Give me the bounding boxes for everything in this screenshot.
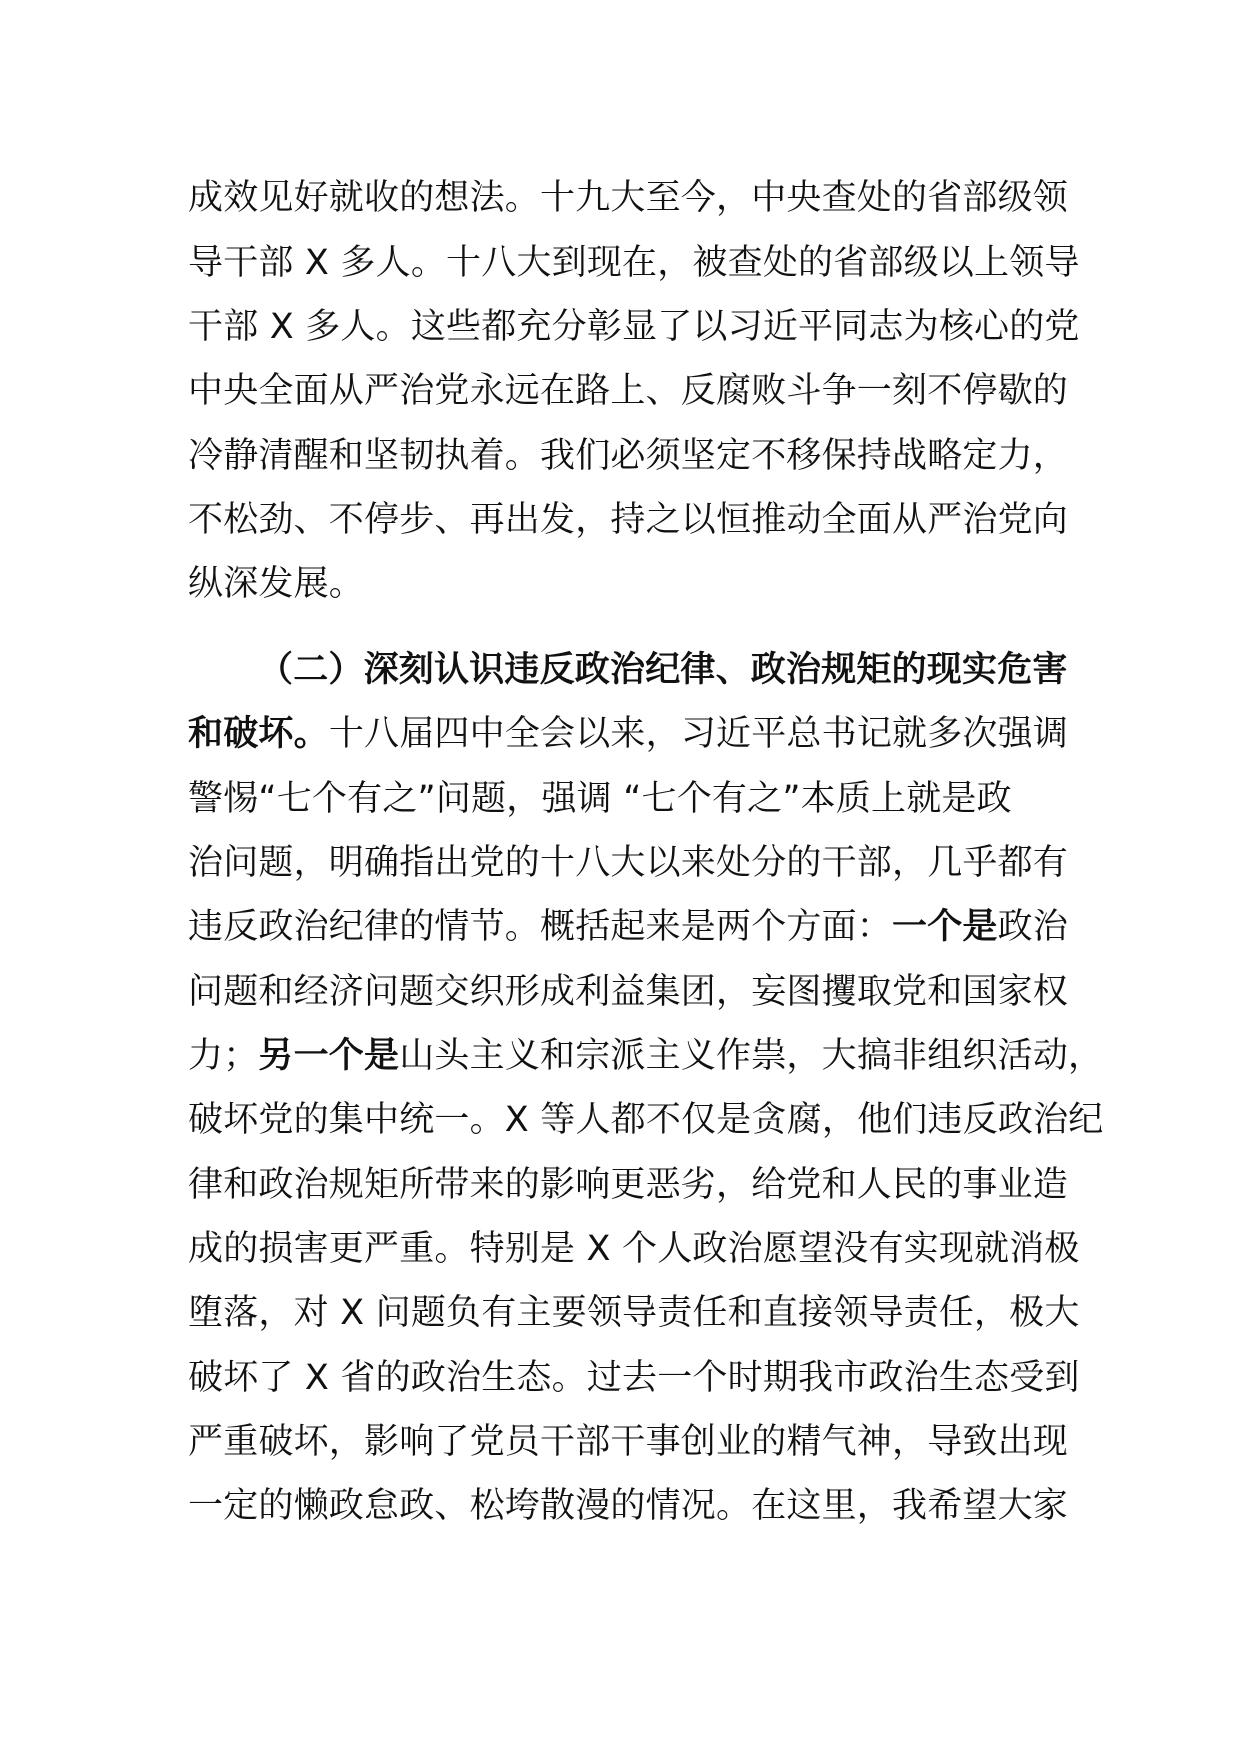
text-line: 治问题，明确指出党的十八大以来处分的干部，几乎都有 (188, 843, 1069, 883)
text-segment: 政治 (997, 907, 1069, 947)
text-line: 破坏了 X 省的政治生态。过去一个时期我市政治生态受到 (188, 1358, 1080, 1398)
emphasis-text: 一个是 (892, 907, 998, 947)
text-line: 干部 X 多人。这些都充分彰显了以习近平同志为核心的党 (188, 307, 1080, 347)
text-line: 问题和经济问题交织形成利益集团，妄图攫取党和国家权 (188, 972, 1069, 1012)
text-line: 成效见好就收的想法。十九大至今，中央查处的省部级领 (188, 178, 1069, 218)
text-line (188, 1036, 1103, 1076)
text-segment: 十八届四中全会以来，习近平总书记就多次强调 (328, 714, 1069, 754)
text-line (188, 907, 1068, 947)
section-heading: （二）深刻认识违反政治纪律、政治规矩的现实危害 (258, 650, 1068, 690)
text-line: 成的损害更严重。特别是 X 个人政治愿望没有实现就消极 (188, 1229, 1080, 1269)
section-heading-end: 和破坏。 (188, 714, 329, 754)
text-line: 破坏党的集中统一。X 等人都不仅是贪腐，他们违反政治纪 (188, 1100, 1104, 1140)
text-line: 堕落，对 X 问题负有主要领导责任和直接领导责任，极大 (188, 1293, 1080, 1333)
text-line: 导干部 X 多人。十八大到现在，被查处的省部级以上领导 (188, 243, 1080, 283)
text-line (188, 714, 1068, 754)
text-line: 一定的懒政怠政、松垮散漫的情况。在这里，我希望大家 (188, 1486, 1069, 1526)
text-line: 严重破坏，影响了党员干部干事创业的精气神，导致出现 (188, 1422, 1069, 1462)
text-line: 律和政治规矩所带来的影响更恶劣，给党和人民的事业造 (188, 1165, 1069, 1205)
text-line: 冷静清醒和坚韧执着。我们必须坚定不移保持战略定力， (188, 436, 1069, 476)
text-line: 中央全面从严治党永远在路上、反腐败斗争一刻不停歇的 (188, 371, 1069, 411)
emphasis-text: 另一个是 (258, 1036, 400, 1076)
text-line: 不松劲、不停步、再出发，持之以恒推动全面从严治党向 (188, 500, 1069, 540)
text-segment: 违反政治纪律的情节。概括起来是两个方面： (188, 907, 893, 947)
text-line: 警惕“七个有之”问题，强调 “七个有之”本质上就是政 (188, 779, 1012, 819)
text-line: 纵深发展。 (188, 564, 365, 604)
text-segment: 山头主义和宗派主义作祟，大搞非组织活动， (399, 1036, 1104, 1076)
text-segment: 力； (188, 1036, 259, 1076)
